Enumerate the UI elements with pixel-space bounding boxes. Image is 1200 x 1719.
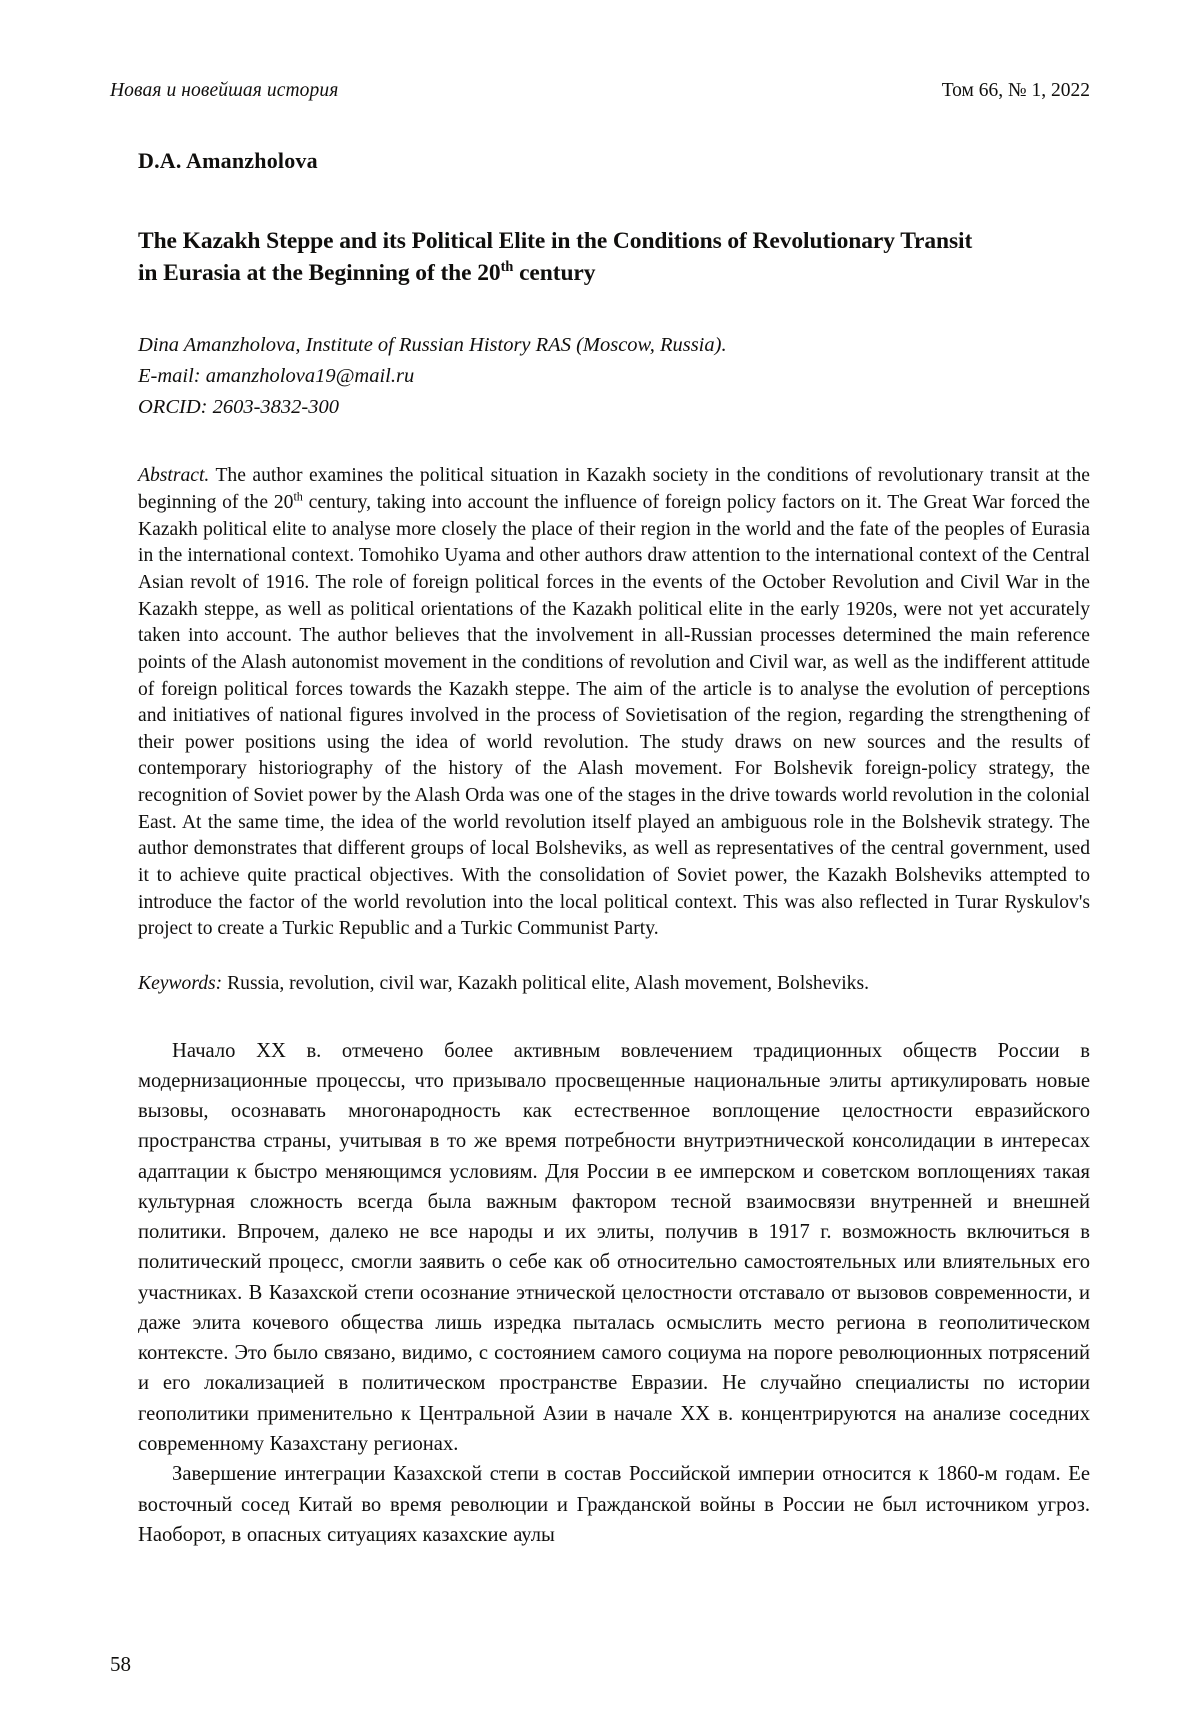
abstract-block xyxy=(138,463,1090,943)
keywords-label: Keywords: xyxy=(138,972,223,994)
body-paragraph-1: Начало XX в. отмечено более активным вовлечением традиционных обществ России в модернизационные процессы, что призывало просвещенные национальные элиты артикулировать новые вызовы, осознавать многонародность как естественное воплощение целостности евразийского пространства страны, учитывая в то же время потребности внутриэтнической консолидации в интересах адаптации к быстро меняющимся условиям. Для России в ее имперском и советском воплощениях такая культурная сложность всегда была важным фактором тесной взаимосвязи внутренней и внешней политики. Впрочем, далеко не все народы и их элиты, получив в 1917 г. возможность включиться в политический процесс, смогли заявить о себе как об относительно самостоятельных или влиятельных его участниках. В Казахской степи осознание этнической целостности отставало от вызовов современности, и даже элита кочевого общества лишь изредка пыталась осмыслить место региона в геополитическом контексте. Это было связано, видимо, с состоянием самого социума на пороге революционных потрясений и его локализацией в политическом пространстве Евразии. Не случайно специалисты по истории геополитики применительно к Центральной Азии в начале XX в. концентрируются на анализе соседних современному Казахстану регионах. xyxy=(138,1039,1090,1455)
body-paragraph-2: Завершение интеграции Казахской степи в состав Российской империи относится к 1860-м годам. Ее восточный сосед Китай во время революции и Гражданской войны в России не был источником угроз. Наоборот, в опасных ситуациях казахские аулы xyxy=(138,1463,1090,1546)
author-affiliation: Dina Amanzholova, Institute of Russian History RAS (Moscow, Russia). xyxy=(138,333,727,356)
author-name: D.A. Amanzholova xyxy=(138,148,318,173)
article-title-line2-prefix: in Eurasia at the Beginning of the 20 xyxy=(138,259,501,286)
abstract-text-part2: century, taking into account the influence of foreign policy factors on it. The Great War forced the Kazakh political elite to analyse more closely the place of their region in the world and the fate of the peoples of Eurasia in the international context. Tomohiko Uyama and other authors draw attention to the international context of the Central Asian revolt of 1916. The role of foreign political forces in the events of the October Revolution and Civil War in the Kazakh steppe, as well as political orientations of the Kazakh political elite in the early 1920s, were not yet accurately taken into account. The author believes that the involvement in all-Russian processes determined the main reference points of the Alash autonomist movement in the conditions of revolution and Civil war, as well as the indifferent attitude of foreign political forces towards the Kazakh steppe. The aim of the article is to analyse the evolution of perceptions and initiatives of national figures involved in the process of Sovietisation of the region, regarding the strengthening of their power positions using the idea of world revolution. The study draws on new sources and the results of contemporary historiography of the history of the Alash movement. For Bolshevik foreign-policy strategy, the recognition of Soviet power by the Alash Orda was one of the stages in the drive towards world revolution in the colonial East. At the same time, the idea of the world revolution itself played an ambiguous role in the Bolshevik strategy. The author demonstrates that different groups of local Bolsheviks, as well as representatives of the central government, used it to achieve quite practical objectives. With the consolidation of Soviet power, the Kazakh Bolsheviks attempted to introduce the factor of the world revolution into the local political context. This was also reflected in Turar Ryskulov's project to create a Turkic Republic and a Turkic Communist Party. xyxy=(138,492,1090,940)
keywords-text: Russia, revolution, civil war, Kazakh political elite, Alash movement, Bolsheviks. xyxy=(222,972,869,994)
article-title-line2-suffix: century xyxy=(513,259,596,286)
abstract-ordinal-suffix: th xyxy=(293,489,303,504)
page-number: 58 xyxy=(110,1652,131,1676)
body-text xyxy=(138,1036,1090,1551)
abstract-label: Abstract. xyxy=(138,465,210,487)
article-title xyxy=(138,226,1090,290)
journal-name: Новая и новейшая история xyxy=(110,80,339,101)
article-content xyxy=(110,148,1090,1550)
author-email: E-mail: amanzholova19@mail.ru xyxy=(138,365,415,388)
keywords-block xyxy=(138,971,1090,998)
author-affiliation-block xyxy=(138,330,1090,423)
issue-info: Том 66, № 1, 2022 xyxy=(941,80,1090,101)
abstract-text-part1: The author examines the political situation in Kazakh society in the conditions of revolutionary transit at the beginning of the 20 xyxy=(138,465,1090,514)
author-orcid: ORCID: 2603-3832-300 xyxy=(138,396,339,419)
article-title-ordinal-suffix: th xyxy=(500,259,514,276)
article-title-line1: The Kazakh Steppe and its Political Elite in the Conditions of Revolutionary Transit xyxy=(138,228,973,254)
running-head xyxy=(110,80,1090,102)
